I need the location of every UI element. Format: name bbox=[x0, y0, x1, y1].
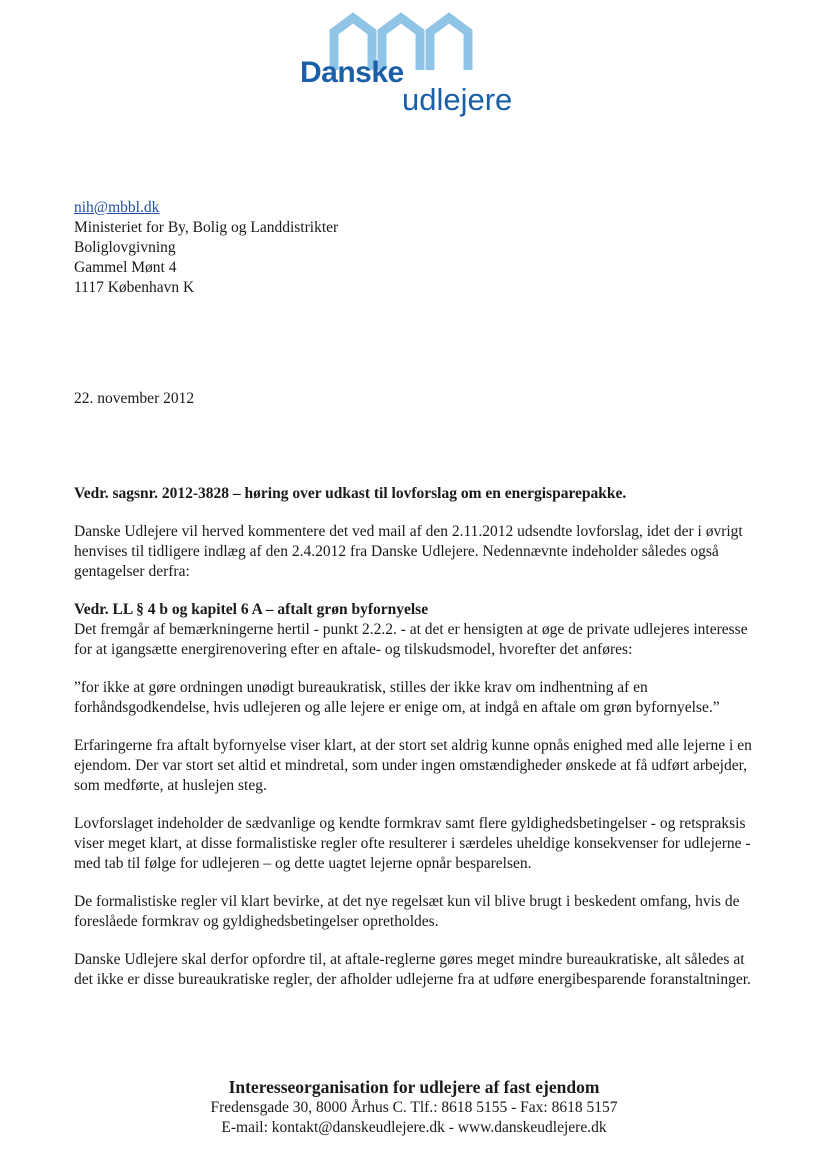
recipient-address bbox=[74, 198, 338, 298]
recipient-line: Boliglovgivning bbox=[74, 239, 176, 256]
letter-footer bbox=[0, 1076, 828, 1138]
recipient-line: Gammel Mønt 4 bbox=[74, 259, 177, 276]
intro-paragraph: Danske Udlejere vil herved kommentere det ved mail af den 2.11.2012 udsendte lovforslag, idet der i øvrigt henvises til tidligere indlæg af den 2.4.2012 fra Danske Udlejere. Nedennævnte indeholder således også gentagelser derfra: bbox=[74, 523, 743, 580]
logo-word-udlejere: udlejere bbox=[402, 82, 513, 117]
recipient-email-link[interactable]: nih@mbbl.dk bbox=[74, 199, 160, 216]
letter-date: 22. november 2012 bbox=[74, 390, 195, 407]
body-paragraph: Danske Udlejere skal derfor opfordre til, at aftale-reglerne gøres meget mindre bureaukratiske, alt således at det ikke er disse bureaukratiske regler, der afholder udlejerne fra at udføre energibesparende foranstaltninger. bbox=[74, 951, 751, 988]
quote-paragraph: ”for ikke at gøre ordningen unødigt bureaukratisk, stilles der ikke krav om indhentning af en forhåndsgodkendelse, hvis udlejeren og alle lejere er enige om, at indgå en aftale om grøn byfornyelse.” bbox=[74, 679, 720, 716]
footer-org: Interesseorganisation for udlejere af fast ejendom bbox=[228, 1077, 600, 1097]
letter-subject: Vedr. sagsnr. 2012-3828 – høring over udkast til lovforslag om en energisparepakke. bbox=[74, 485, 627, 502]
logo bbox=[296, 12, 536, 116]
body-paragraph: Lovforslaget indeholder de sædvanlige og kendte formkrav samt flere gyldighedsbetingelser - og retspraksis viser meget klart, at disse formalistiske regler ofte resulterer i særdeles uheldige konsekvenser for udlejerne - med tab til følge for udlejeren – og dette uagtet lejerne opnår besparelsen. bbox=[74, 815, 751, 872]
section-heading: Vedr. LL § 4 b og kapitel 6 A – aftalt grøn byfornyelse bbox=[74, 601, 429, 618]
recipient-line: 1117 København K bbox=[74, 279, 195, 296]
logo-word-danske: Danske bbox=[300, 56, 404, 89]
body-paragraph: Erfaringerne fra aftalt byfornyelse viser klart, at der stort set aldrig kunne opnås enighed med alle lejerne i en ejendom. Der var stort set altid et mindretal, som under ingen omstændigheder ønskede at få udført arbejder, som medførte, at huslejen steg. bbox=[74, 737, 752, 794]
footer-contact: E-mail: kontakt@danskeudlejere.dk - www.danskeudlejere.dk bbox=[221, 1119, 607, 1136]
footer-address: Fredensgade 30, 8000 Århus C. Tlf.: 8618 5155 - Fax: 8618 5157 bbox=[210, 1099, 618, 1116]
recipient-line: Ministeriet for By, Bolig og Landdistrikter bbox=[74, 219, 339, 236]
body-paragraph: Det fremgår af bemærkningerne hertil - punkt 2.2.2. - at det er hensigten at øge de private udlejeres interesse for at igangsætte energirenovering efter en aftale- og tilskudsmodel, hvorefter det anføres: bbox=[74, 621, 748, 658]
letter-body bbox=[74, 484, 754, 1008]
body-paragraph: De formalistiske regler vil klart bevirke, at det nye regelsæt kun vil blive brugt i beskedent omfang, hvis de foreslåede formkrav og gyldighedsbetingelser opretholdes. bbox=[74, 893, 740, 930]
